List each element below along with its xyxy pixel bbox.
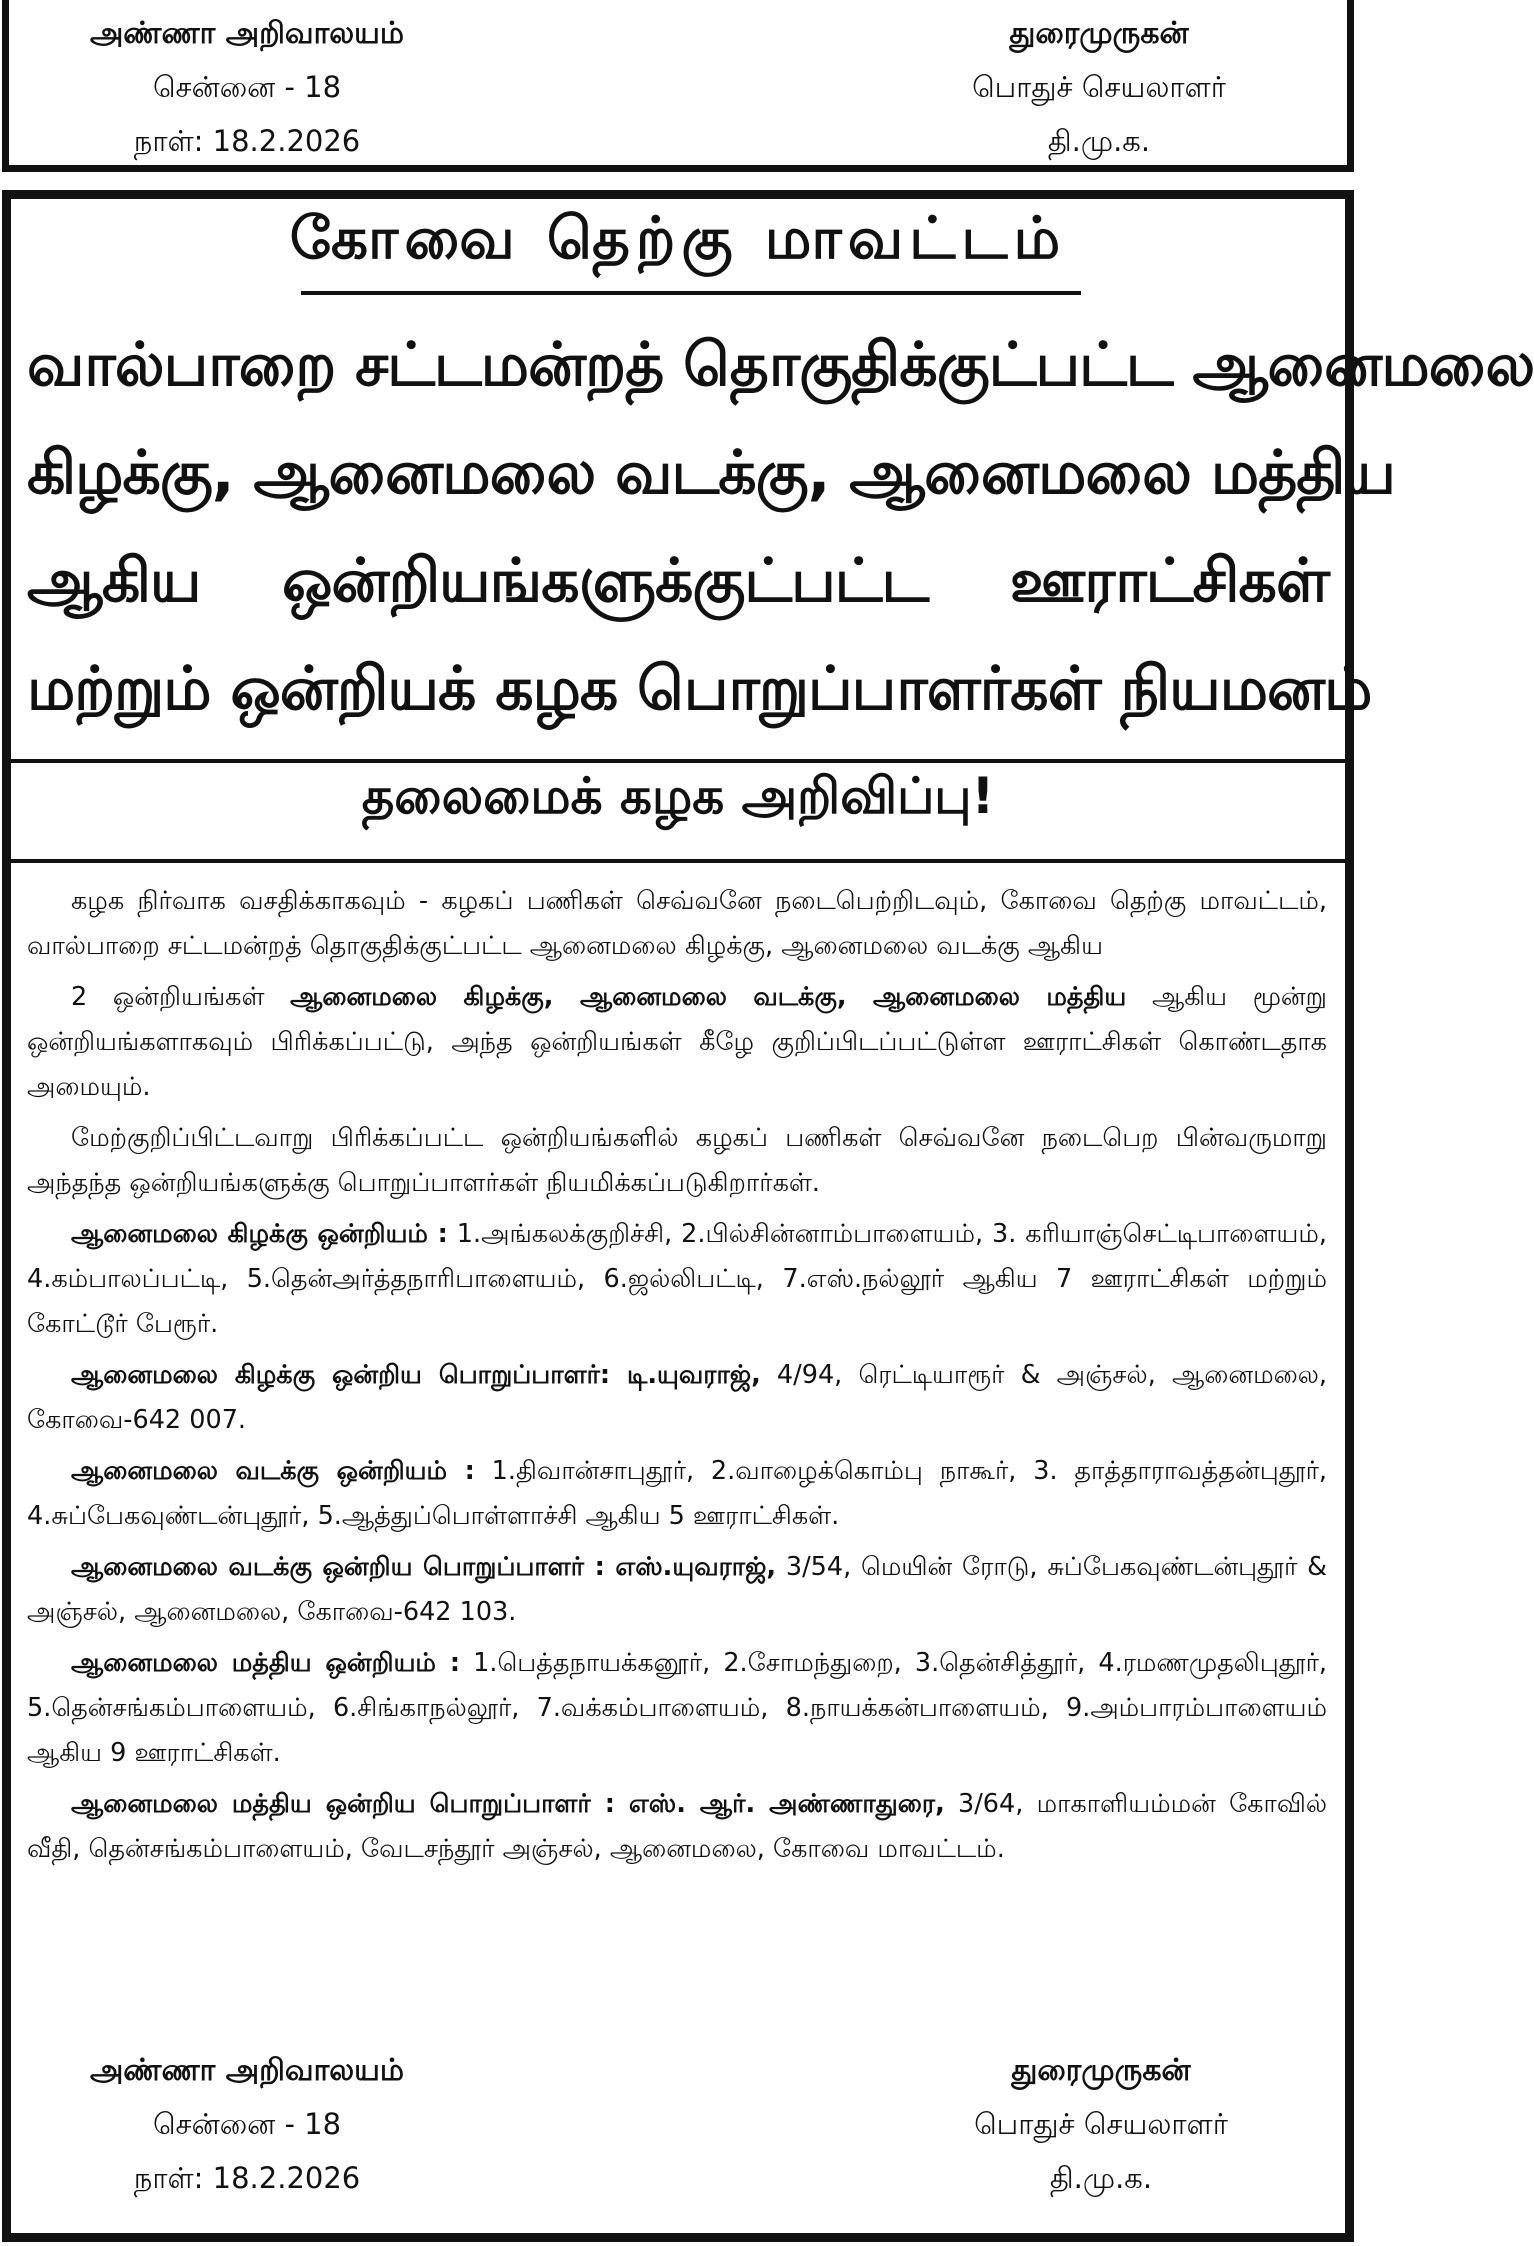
- headline-line: கிழக்கு, ஆனைமலை வடக்கு, ஆனைமலை மத்திய: [27, 438, 1395, 508]
- signatory-title: பொதுச் செயலாளர்: [972, 70, 1226, 104]
- headline-line: ஆகிய ஒன்றியங்களுக்குட்பட்ட ஊராட்சிகள்: [27, 546, 1329, 616]
- central-union-villages: ஆனைமலை மத்திய ஒன்றியம் : 1.பெத்தநாயக்கனூர், 2.சோமந்துறை, 3.தென்சித்தூர், 4.ரமணமுதலிபுதூர், 5.தென்சங்கம்பாளையம், 6.சிங்காநல்லூர், 7.வக்கம்பாளையம், 8.நாயக்கன்பாளையம், 9.அம்பாரம்பாளையம் ஆகிய 9 ஊராட்சிகள்.: [27, 1648, 1328, 1768]
- office-city: சென்னை - 18: [152, 2107, 342, 2141]
- central-union-incharge: ஆனைமலை மத்திய ஒன்றிய பொறுப்பாளர் : எஸ். ஆர். அண்ணாதுரை, 3/64, மாகாளியம்மன் கோவில் வீதி, தென்சங்கம்பாளையம், வேடசந்தூர் அஞ்சல், ஆனைமலை, கோவை மாவட்டம்.: [27, 1789, 1327, 1864]
- paragraph: கழக நிர்வாக வசதிக்காகவும் - கழகப் பணிகள் செவ்வனே நடைபெற்றிடவும், கோவை தெற்கு மாவட்டம், வால்பாறை சட்டமன்றத் தொகுதிக்குட்பட்ட ஆனைமலை கிழக்கு, ஆனைமலை வடக்கு ஆகிய: [27, 886, 1327, 961]
- notice-date: நாள்: 18.2.2026: [133, 2161, 361, 2195]
- office-city: சென்னை - 18: [152, 70, 342, 104]
- party-name: தி.மு.க.: [1049, 2161, 1153, 2195]
- notice-box: [2, 190, 1534, 2242]
- footer-signature-left: [47, 2053, 447, 2218]
- office-name: அண்ணா அறிவாலயம்: [89, 16, 405, 51]
- office-name: அண்ணா அறிவாலயம்: [89, 2053, 405, 2088]
- notice-body: [27, 879, 1327, 1878]
- paragraph: மேற்குறிப்பிட்டவாறு பிரிக்கப்பட்ட ஒன்றியங்களில் கழகப் பணிகள் செவ்வனே நடைபெற பின்வருமாறு அந்தந்த ஒன்றியங்களுக்கு பொறுப்பாளர்கள் நியமிக்கப்படுகிறார்கள்.: [27, 1123, 1327, 1198]
- signatory-name: துரைமுருகன்: [1011, 2053, 1191, 2088]
- notice-date: நாள்: 18.2.2026: [133, 124, 361, 158]
- north-union-incharge: ஆனைமலை வடக்கு ஒன்றிய பொறுப்பாளர் : எஸ்.யுவராஜ், 3/54, மெயின் ரோடு, சுப்பேகவுண்டன்புதூர் & அஞ்சல், ஆனைமலை, கோவை-642 103.: [27, 1552, 1328, 1627]
- district-underline: [301, 291, 1081, 295]
- signatory-name: துரைமுருகன்: [1009, 16, 1189, 51]
- previous-notice-box: [2, 0, 1354, 172]
- headline-line: வால்பாறை சட்டமன்றத் தொகுதிக்குட்பட்ட ஆனைமலை: [27, 330, 1534, 400]
- east-union-villages: ஆனைமலை கிழக்கு ஒன்றியம் : 1.அங்கலக்குறிச்சி, 2.பில்சின்னாம்பாளையம், 3. கரியாஞ்செட்டிபாளையம், 4.கம்பாலப்பட்டி, 5.தென்அர்த்தநாரிபாளையம், 6.ஜல்லிபட்டி, 7.எஸ்.நல்லூர் ஆகிய 7 ஊராட்சிகள் மற்றும் கோட்டூர் பேரூர்.: [27, 1219, 1327, 1339]
- notice-headline: [27, 311, 1534, 743]
- headline-line: மற்றும் ஒன்றியக் கழக பொறுப்பாளர்கள் நியமனம்: [27, 654, 1372, 724]
- announcement-title: தலைமைக் கழக அறிவிப்பு!: [361, 767, 995, 825]
- party-name: தி.மு.க.: [1047, 124, 1151, 158]
- divider: [11, 759, 1345, 763]
- union-names: ஆனைமலை கிழக்கு, ஆனைமலை வடக்கு, ஆனைமலை மத்திய: [290, 982, 1127, 1012]
- signatory-title: பொதுச் செயலாளர்: [974, 2107, 1228, 2141]
- east-union-incharge: ஆனைமலை கிழக்கு ஒன்றிய பொறுப்பாளர்: டி.யுவராஜ், 4/94, ரெட்டியாரூர் & அஞ்சல், ஆனைமலை, கோவை-642 007.: [27, 1360, 1327, 1435]
- divider: [11, 859, 1345, 863]
- paragraph: 2 ஒன்றியங்கள் ஆனைமலை கிழக்கு, ஆனைமலை வடக்கு, ஆனைமலை மத்திய ஆகிய மூன்று ஒன்றியங்களாகவும் பிரிக்கப்பட்டு, அந்த ஒன்றியங்கள் கீழே குறிப்பிடப்பட்டுள்ள ஊராட்சிகள் கொண்டதாக அமையும்.: [27, 982, 1327, 1102]
- north-union-villages: ஆனைமலை வடக்கு ஒன்றியம் : 1.திவான்சாபுதூர், 2.வாழைக்கொம்பு நாகூர், 3. தாத்தாராவத்தன்புதூர், 4.சுப்பேகவுண்டன்புதூர், 5.ஆத்துப்பொள்ளாச்சி ஆகிய 5 ஊராட்சிகள்.: [27, 1456, 1327, 1531]
- district-heading: கோவை தெற்கு மாவட்டம்: [289, 204, 1067, 272]
- footer-signature-right: [891, 2053, 1311, 2218]
- top-signature-left: [47, 16, 447, 181]
- top-signature-right: [889, 16, 1309, 181]
